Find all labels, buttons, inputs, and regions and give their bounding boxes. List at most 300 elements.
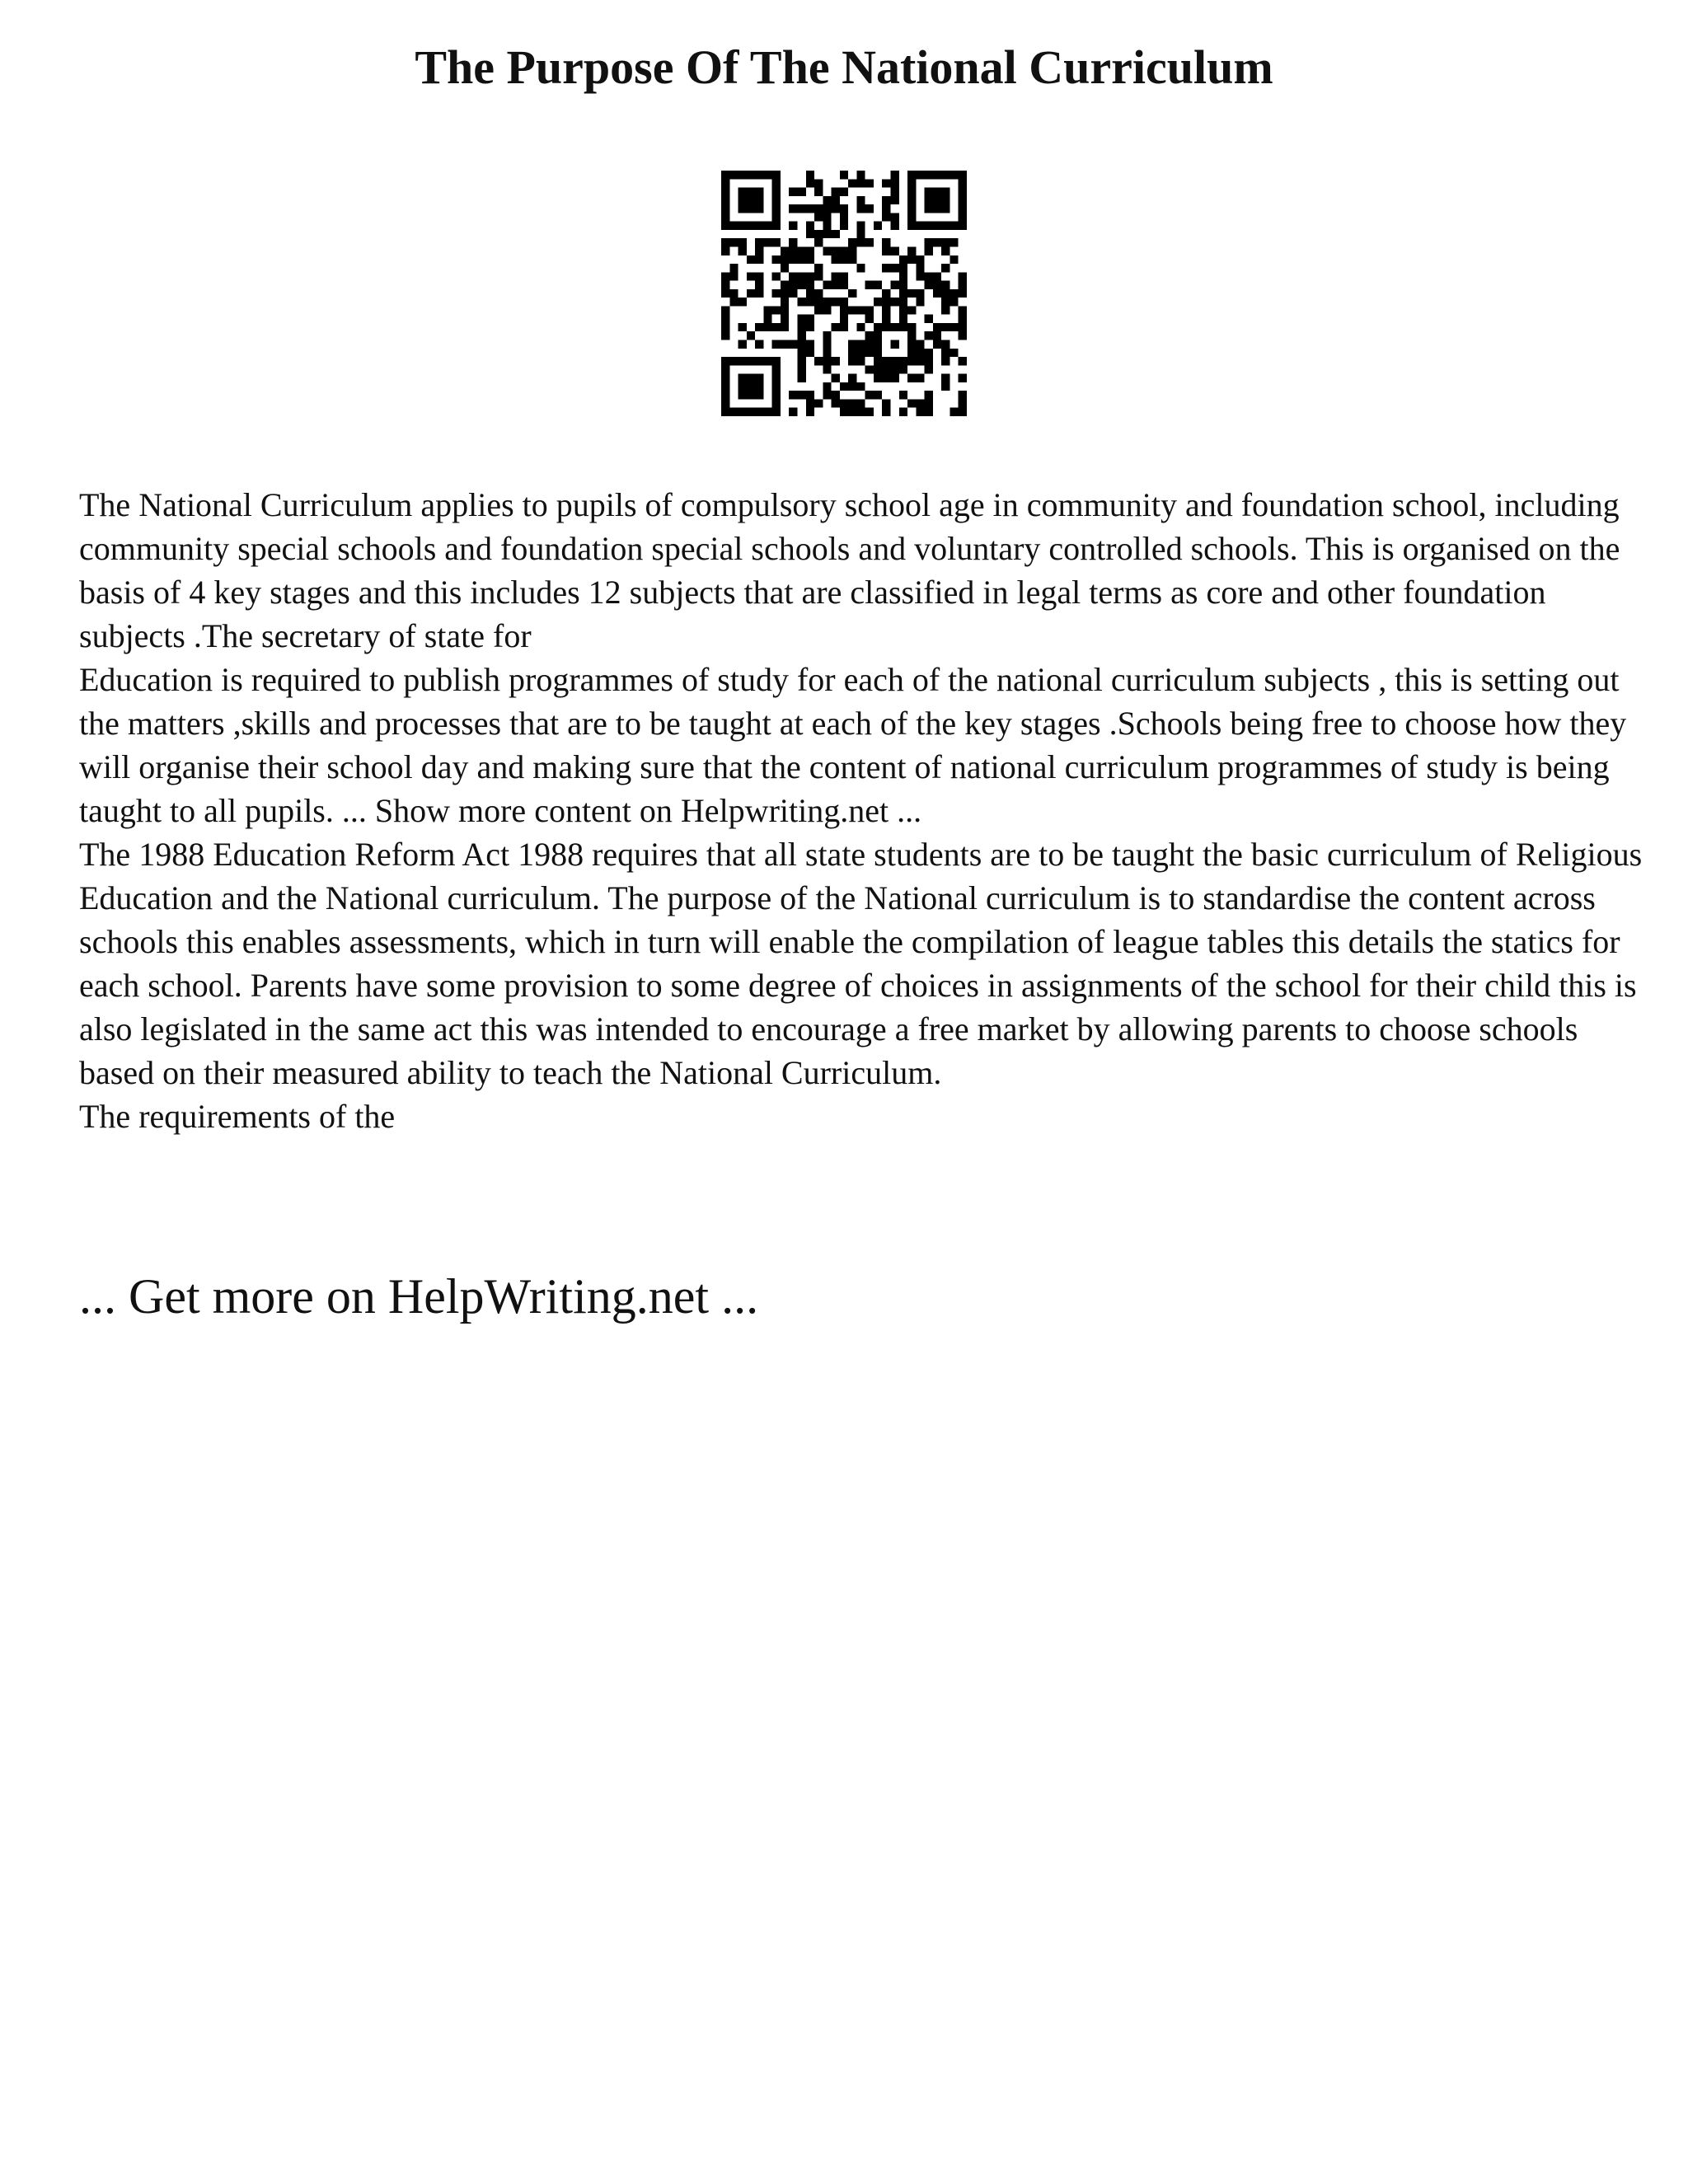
qr-module (907, 204, 916, 213)
qr-module (738, 391, 747, 399)
qr-module (959, 171, 967, 179)
qr-module (959, 323, 967, 331)
qr-module (848, 382, 856, 391)
qr-module (797, 365, 805, 373)
qr-module (747, 204, 755, 213)
qr-module (721, 374, 729, 382)
qr-module (874, 349, 882, 357)
qr-module (797, 246, 805, 255)
qr-module (959, 204, 967, 213)
qr-module (806, 315, 814, 323)
qr-module (950, 289, 958, 298)
qr-module (874, 340, 882, 349)
qr-module (729, 408, 738, 416)
qr-module (882, 306, 890, 314)
qr-module (874, 298, 882, 306)
qr-module (933, 323, 941, 331)
qr-module (755, 374, 763, 382)
qr-module (874, 331, 882, 340)
paragraph-1: The National Curriculum applies to pupils of compulsory school age in community and foundation school, including community special schools and foundation special schools and voluntary controlled schools. This is organised on the basis of 4 key stages and this includes 12 subjects that are classified in legal terms as core and other foundation subjects .The secretary of state for (79, 486, 1620, 654)
qr-module (848, 306, 856, 314)
qr-module (738, 323, 747, 331)
qr-module (899, 306, 907, 314)
qr-module (865, 391, 874, 399)
qr-module (747, 171, 755, 179)
qr-module (747, 331, 755, 340)
qr-module (797, 374, 805, 382)
qr-module (729, 289, 738, 298)
qr-module (925, 188, 933, 196)
qr-module (814, 272, 823, 280)
qr-module (738, 357, 747, 365)
qr-module (856, 264, 865, 272)
qr-module (797, 349, 805, 357)
qr-module (907, 196, 916, 204)
qr-module (916, 255, 924, 264)
qr-module (832, 391, 840, 399)
qr-module (747, 196, 755, 204)
qr-module (916, 399, 924, 407)
qr-module (882, 374, 890, 382)
qr-module (781, 289, 789, 298)
qr-module (738, 171, 747, 179)
qr-module (755, 171, 763, 179)
qr-module (781, 323, 789, 331)
qr-module (755, 272, 763, 280)
qr-module (747, 374, 755, 382)
qr-module (772, 188, 781, 196)
qr-module (763, 306, 771, 314)
qr-module (721, 408, 729, 416)
qr-module (925, 204, 933, 213)
qr-module (874, 357, 882, 365)
qr-module (747, 382, 755, 391)
qr-module (891, 357, 899, 365)
qr-module (882, 264, 890, 272)
qr-module (814, 213, 823, 221)
qr-module (933, 222, 941, 230)
qr-module (763, 171, 771, 179)
qr-module (950, 408, 958, 416)
qr-module (721, 391, 729, 399)
qr-module (856, 349, 865, 357)
qr-module (891, 281, 899, 289)
qr-module (781, 306, 789, 314)
qr-module (950, 323, 958, 331)
qr-module (755, 188, 763, 196)
qr-module (933, 171, 941, 179)
qr-module (848, 246, 856, 255)
qr-module (848, 255, 856, 264)
qr-module (907, 357, 916, 365)
qr-module (941, 238, 950, 246)
qr-module (772, 365, 781, 373)
qr-module (806, 323, 814, 331)
qr-module (856, 179, 865, 187)
qr-module (797, 281, 805, 289)
get-more-link[interactable]: ... Get more on HelpWriting.net ... (79, 1269, 759, 1324)
qr-module (933, 340, 941, 349)
qr-module (797, 391, 805, 399)
qr-module (721, 289, 729, 298)
qr-module (865, 204, 874, 213)
qr-module (916, 349, 924, 357)
qr-module (941, 306, 950, 314)
qr-module (755, 391, 763, 399)
qr-module (959, 331, 967, 340)
qr-module (797, 323, 805, 331)
qr-module (755, 196, 763, 204)
qr-module (907, 306, 916, 314)
qr-module (959, 357, 967, 365)
qr-module (907, 323, 916, 331)
qr-module (840, 408, 848, 416)
qr-module (907, 289, 916, 298)
qr-module (959, 289, 967, 298)
qr-module (747, 357, 755, 365)
qr-module (755, 323, 763, 331)
qr-module (959, 374, 967, 382)
qr-module (814, 188, 823, 196)
qr-module (856, 204, 865, 213)
qr-module (721, 331, 729, 340)
qr-module (848, 408, 856, 416)
qr-module (832, 230, 840, 238)
qr-module (941, 298, 950, 306)
qr-module (882, 289, 890, 298)
qr-module (959, 306, 967, 314)
qr-module (823, 391, 831, 399)
qr-module (721, 281, 729, 289)
qr-module (823, 222, 831, 230)
qr-module (848, 349, 856, 357)
qr-module (814, 298, 823, 306)
qr-module (899, 255, 907, 264)
qr-module (797, 357, 805, 365)
qr-module (747, 272, 755, 280)
qr-module (933, 238, 941, 246)
qr-module (840, 298, 848, 306)
qr-module (959, 222, 967, 230)
qr-module (882, 204, 890, 213)
qr-module (747, 255, 755, 264)
qr-module (755, 408, 763, 416)
qr-module (882, 246, 890, 255)
qr-module (806, 340, 814, 349)
qr-module (899, 357, 907, 365)
qr-module (806, 272, 814, 280)
qr-module (882, 408, 890, 416)
qr-module (856, 357, 865, 365)
qr-module (891, 179, 899, 187)
qr-module (925, 315, 933, 323)
qr-module (814, 399, 823, 407)
qr-module (959, 179, 967, 187)
qr-module (899, 298, 907, 306)
qr-module (772, 306, 781, 314)
qr-module (823, 382, 831, 391)
qr-module (738, 340, 747, 349)
qr-module (959, 399, 967, 407)
qr-module (797, 315, 805, 323)
qr-module (797, 331, 805, 340)
qr-module (856, 323, 865, 331)
qr-module (823, 246, 831, 255)
qr-module (899, 323, 907, 331)
page-title: The Purpose Of The National Curriculum (415, 40, 1273, 94)
qr-module (899, 365, 907, 373)
qr-module (755, 281, 763, 289)
qr-module (899, 272, 907, 280)
qr-module (941, 204, 950, 213)
qr-module (856, 230, 865, 238)
qr-module (781, 264, 789, 272)
qr-module (882, 196, 890, 204)
qr-module (916, 357, 924, 365)
qr-module (806, 255, 814, 264)
qr-module (925, 365, 933, 373)
qr-module (729, 272, 738, 280)
qr-module (738, 382, 747, 391)
qr-module (721, 213, 729, 221)
qr-module (950, 222, 958, 230)
qr-module (840, 188, 848, 196)
qr-module (772, 357, 781, 365)
qr-module (891, 196, 899, 204)
qr-module (891, 222, 899, 230)
qr-module (738, 204, 747, 213)
qr-module (941, 171, 950, 179)
qr-module (721, 246, 729, 255)
qr-module (832, 374, 840, 382)
qr-module (865, 315, 874, 323)
qr-module (891, 246, 899, 255)
qr-module (916, 408, 924, 416)
qr-module (755, 340, 763, 349)
qr-module (925, 246, 933, 255)
qr-module (959, 281, 967, 289)
qr-module (874, 281, 882, 289)
qr-module (772, 196, 781, 204)
qr-module (797, 188, 805, 196)
qr-module (950, 171, 958, 179)
qr-module (729, 357, 738, 365)
qr-module (907, 179, 916, 187)
qr-module (891, 323, 899, 331)
qr-module (814, 357, 823, 365)
qr-module (832, 188, 840, 196)
qr-module (907, 331, 916, 340)
qr-module (840, 213, 848, 221)
qr-module (814, 306, 823, 314)
qr-module (941, 357, 950, 365)
qr-module (721, 357, 729, 365)
qr-module (933, 331, 941, 340)
qr-module (772, 222, 781, 230)
qr-module (738, 222, 747, 230)
qr-module (806, 391, 814, 399)
qr-module (848, 374, 856, 382)
qr-module (797, 255, 805, 264)
qr-module (950, 349, 958, 357)
qr-module (941, 289, 950, 298)
qr-module (891, 340, 899, 349)
qr-module (721, 272, 729, 280)
qr-module (721, 238, 729, 246)
qr-module (772, 382, 781, 391)
qr-module (772, 340, 781, 349)
qr-module (755, 382, 763, 391)
qr-module (874, 374, 882, 382)
qr-module (950, 255, 958, 264)
qr-module (840, 281, 848, 289)
qr-module (882, 179, 890, 187)
qr-module (763, 238, 771, 246)
qr-module (941, 374, 950, 382)
qr-module (899, 281, 907, 289)
qr-module (941, 264, 950, 272)
qr-module (840, 323, 848, 331)
qr-module (925, 171, 933, 179)
paragraph-4: The requirements of the (79, 1098, 396, 1135)
qr-module (832, 298, 840, 306)
qr-module (848, 238, 856, 246)
qr-module (772, 255, 781, 264)
qr-module (738, 238, 747, 246)
qr-module (874, 365, 882, 373)
qr-module (721, 188, 729, 196)
qr-module (823, 349, 831, 357)
qr-module (729, 171, 738, 179)
qr-module (865, 238, 874, 246)
qr-module (814, 264, 823, 272)
qr-module (916, 298, 924, 306)
qr-module (738, 188, 747, 196)
qr-code-icon (721, 171, 967, 416)
qr-module (789, 238, 797, 246)
qr-module (823, 230, 831, 238)
qr-module (823, 281, 831, 289)
qr-module (772, 171, 781, 179)
qr-module (806, 222, 814, 230)
qr-module (721, 399, 729, 407)
qr-module (941, 323, 950, 331)
qr-module (814, 238, 823, 246)
qr-module (832, 357, 840, 365)
paragraph-3: The 1988 Education Reform Act 1988 requires that all state students are to be taught the basic curriculum of Religious Education and the National curriculum. The purpose of the National curriculum is to standardise the content across schools this enables assessments, which in turn will enable the compilation of league tables this details the statics for each school. Parents have some provision to some degree of choices in assignments of the school for their child this is also legislated in the same act this was intended to encourage a free market by allowing parents to choose schools based on their measured ability to teach the National Curriculum. (79, 836, 1643, 1091)
qr-module (806, 230, 814, 238)
qr-module (925, 238, 933, 246)
qr-module (755, 238, 763, 246)
qr-module (933, 289, 941, 298)
qr-module (840, 399, 848, 407)
qr-module (891, 298, 899, 306)
qr-module (882, 365, 890, 373)
qr-module (941, 246, 950, 255)
qr-module (738, 408, 747, 416)
qr-module (882, 399, 890, 407)
qr-module (781, 340, 789, 349)
qr-module (738, 374, 747, 382)
qr-module (856, 196, 865, 204)
qr-module (781, 255, 789, 264)
qr-module (721, 323, 729, 331)
qr-module (865, 349, 874, 357)
qr-module (907, 340, 916, 349)
qr-module (755, 357, 763, 365)
qr-module (832, 399, 840, 407)
qr-module (738, 196, 747, 204)
qr-module (823, 331, 831, 340)
qr-module (925, 272, 933, 280)
qr-module (848, 179, 856, 187)
qr-module (806, 171, 814, 179)
qr-module (772, 204, 781, 213)
qr-module (781, 281, 789, 289)
qr-module (772, 391, 781, 399)
qr-module (882, 298, 890, 306)
qr-module (882, 238, 890, 246)
qr-module (891, 365, 899, 373)
qr-module (789, 289, 797, 298)
qr-module (814, 204, 823, 213)
qr-module (806, 246, 814, 255)
qr-module (832, 246, 840, 255)
qr-module (959, 272, 967, 280)
qr-module (933, 281, 941, 289)
qr-module (832, 255, 840, 264)
qr-module (789, 340, 797, 349)
qr-module (721, 179, 729, 187)
qr-module (840, 272, 848, 280)
qr-module (772, 238, 781, 246)
qr-module (907, 246, 916, 255)
qr-module (797, 340, 805, 349)
qr-module (763, 357, 771, 365)
qr-module (950, 238, 958, 246)
qr-module (721, 196, 729, 204)
qr-module (941, 340, 950, 349)
qr-module (721, 204, 729, 213)
qr-module (721, 315, 729, 323)
paragraph-2: Education is required to publish programmes of study for each of the national curriculum subjects , this is setting out the matters ,skills and processes that are to be taught at each of the key stages .Schools being free to choose how they will organise their school day and making sure that the content of national curriculum programmes of study is being taught to all pupils. ... Show more content on Helpwriting.net ... (79, 661, 1627, 829)
qr-module (772, 323, 781, 331)
qr-module (772, 272, 781, 280)
qr-module (925, 391, 933, 399)
qr-module (899, 408, 907, 416)
qr-module (891, 374, 899, 382)
qr-module (941, 382, 950, 391)
qr-module (747, 222, 755, 230)
qr-module (882, 357, 890, 365)
qr-module (806, 349, 814, 357)
qr-module (865, 281, 874, 289)
qr-module (848, 357, 856, 365)
qr-module (755, 204, 763, 213)
qr-module (907, 399, 916, 407)
qr-module (899, 264, 907, 272)
qr-module (772, 289, 781, 298)
qr-module (933, 196, 941, 204)
qr-module (916, 340, 924, 349)
qr-module (874, 323, 882, 331)
qr-module (832, 196, 840, 204)
qr-module (959, 196, 967, 204)
qr-module (789, 204, 797, 213)
qr-module (856, 306, 865, 314)
qr-module (916, 289, 924, 298)
qr-module (882, 315, 890, 323)
